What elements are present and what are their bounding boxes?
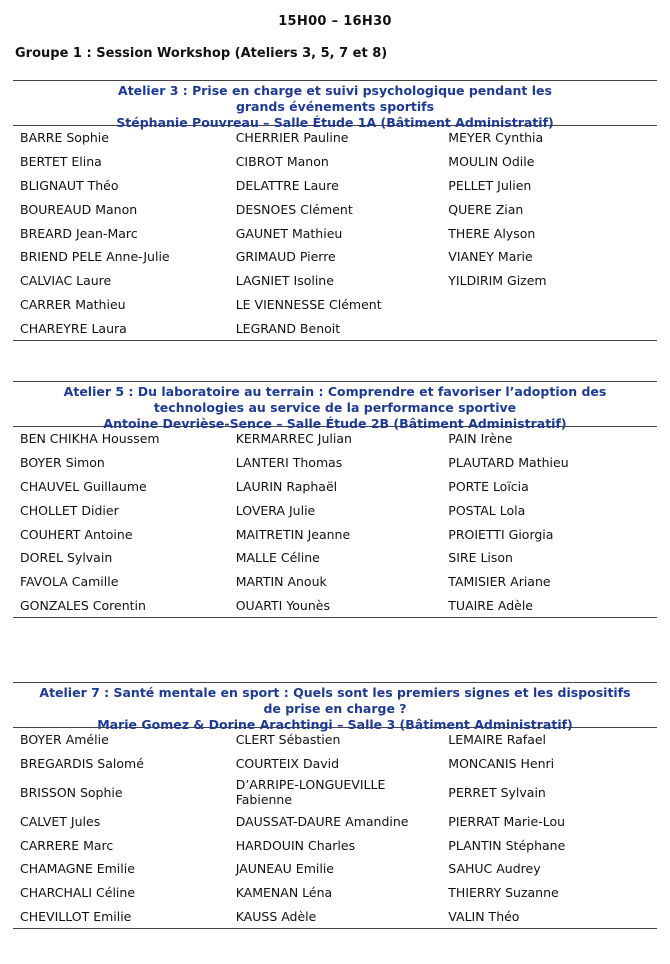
- participant-name: BRIEND PELE Anne-Julie: [20, 249, 170, 265]
- atelier-title-line-2: de prise en charge ?: [263, 701, 407, 716]
- atelier-3-block: [13, 80, 657, 341]
- participant-name: KAMENAN Léna: [235, 885, 333, 901]
- participant-row: [13, 809, 657, 833]
- participant-name: PLANTIN Stéphane: [448, 837, 566, 853]
- participant-row: [13, 221, 657, 245]
- atelier-title-line-1: Atelier 5 : Du laboratoire au terrain : Comprendre et favoriser l’adoption des: [63, 384, 607, 399]
- participant-name: CHEVILLOT Emilie: [20, 908, 132, 924]
- participant-name: DESNOES Clément: [235, 201, 353, 217]
- atelier-title-line-2: technologies au service de la performance sportive: [153, 400, 517, 415]
- participant-name: MOULIN Odile: [448, 154, 535, 170]
- participant-name: BREGARDIS Salomé: [20, 756, 144, 772]
- participant-name: CLERT Sébastien: [235, 732, 341, 748]
- participant-row: [13, 594, 657, 618]
- atelier-7-block: [13, 682, 657, 929]
- atelier-header: [13, 80, 657, 130]
- atelier-header: [13, 682, 657, 732]
- participant-name: BERTET Elina: [20, 154, 102, 170]
- participant-name: PORTE Loïcia: [448, 478, 529, 494]
- participant-name: MEYER Cynthia: [448, 130, 544, 146]
- participant-row: [13, 833, 657, 857]
- participant-name: TUAIRE Adèle: [448, 597, 533, 613]
- participant-name: GONZALES Corentin: [20, 597, 146, 613]
- participant-name: JAUNEAU Emilie: [235, 861, 334, 877]
- participants-table: [13, 427, 657, 618]
- participant-row: [13, 451, 657, 475]
- participant-name: MAITRETIN Jeanne: [235, 526, 351, 542]
- participant-name: THIERRY Suzanne: [448, 885, 559, 901]
- participant-name: LAURIN Raphaël: [235, 478, 338, 494]
- participant-row: [13, 905, 657, 929]
- participant-name: CIBROT Manon: [235, 154, 329, 170]
- participant-row: [13, 316, 657, 340]
- participant-name: BOUREAUD Manon: [20, 201, 138, 217]
- participant-row: [13, 150, 657, 174]
- participant-name: BARRE Sophie: [20, 130, 109, 146]
- participant-name: PAIN Irène: [448, 431, 513, 447]
- participant-name: LEGRAND Benoit: [235, 320, 341, 336]
- atelier-5-block: [13, 381, 657, 618]
- participant-name: YILDIRIM Gizem: [448, 273, 547, 289]
- participant-name: LE VIENNESSE Clément: [235, 296, 382, 312]
- participant-row: [13, 174, 657, 198]
- participant-name: BREARD Jean-Marc: [20, 225, 138, 241]
- participant-name: TAMISIER Ariane: [448, 574, 551, 590]
- participant-name: KAUSS Adèle: [235, 908, 317, 924]
- participants-grid: [13, 427, 657, 618]
- participant-name: BRISSON Sophie: [20, 784, 123, 800]
- participant-row: [13, 126, 657, 150]
- participant-name: DOREL Sylvain: [20, 550, 113, 566]
- participant-name: CHAREYRE Laura: [20, 320, 127, 336]
- participant-name: THERE Alyson: [448, 225, 536, 241]
- participant-name: BOYER Amélie: [20, 732, 109, 748]
- participant-name: CHAMAGNE Emilie: [20, 861, 135, 877]
- participant-name: FAVOLA Camille: [20, 574, 119, 590]
- participant-name: MARTIN Anouk: [235, 574, 327, 590]
- participant-name: KERMARREC Julian: [235, 431, 352, 447]
- participant-name: CHARCHALI Céline: [20, 885, 136, 901]
- participant-row: [13, 245, 657, 269]
- participant-name: POSTAL Lola: [448, 502, 526, 518]
- atelier-speaker-room: Antoine Devrièse-Sence – Salle Étude 2B (Bâtiment Administratif): [103, 416, 567, 431]
- participant-name: SIRE Lison: [448, 550, 513, 566]
- participant-name: CHERRIER Pauline: [235, 130, 349, 146]
- participant-name: VALIN Théo: [448, 908, 520, 924]
- participant-name: PELLET Julien: [448, 177, 532, 193]
- participant-name: BEN CHIKHA Houssem: [20, 431, 160, 447]
- participant-row: [13, 475, 657, 499]
- participant-name: VIANEY Marie: [448, 249, 533, 265]
- participants-table: [13, 126, 657, 341]
- atelier-title-line-1: Atelier 3 : Prise en charge et suivi psychologique pendant les: [118, 83, 552, 98]
- participant-row: [13, 776, 657, 810]
- participant-row: [13, 570, 657, 594]
- participant-name: [441, 293, 657, 317]
- participant-row: [13, 293, 657, 317]
- participant-name: [441, 316, 657, 340]
- participant-row: [13, 498, 657, 522]
- participants-grid: [13, 728, 657, 929]
- participants-grid: [13, 126, 657, 341]
- atelier-title-line-1: Atelier 7 : Santé mentale en sport : Quels sont les premiers signes et les dispositifs: [39, 685, 631, 700]
- participant-name: DELATTRE Laure: [235, 177, 339, 193]
- participants-table: [13, 728, 657, 929]
- atelier-title-line-2: grands événements sportifs: [235, 99, 435, 114]
- participant-name: MONCANIS Henri: [448, 756, 555, 772]
- participant-name: CARRER Mathieu: [20, 296, 126, 312]
- participant-name: CHAUVEL Guillaume: [20, 478, 147, 494]
- participant-name: CALVIAC Laure: [20, 273, 112, 289]
- participant-name: HARDOUIN Charles: [235, 837, 356, 853]
- participant-name: COURTEIX David: [235, 756, 340, 772]
- group-title: Groupe 1 : Session Workshop (Ateliers 3, 5, 7 et 8): [15, 46, 388, 61]
- participant-name: BOYER Simon: [20, 455, 105, 471]
- participant-row: [13, 546, 657, 570]
- participant-name: DAUSSAT-DAURE Amandine: [235, 813, 409, 829]
- participant-name: CHOLLET Didier: [20, 502, 119, 518]
- participant-name: CALVET Jules: [20, 813, 101, 829]
- participant-name: LANTERI Thomas: [235, 455, 343, 471]
- atelier-header: [13, 381, 657, 431]
- participant-name: GAUNET Mathieu: [235, 225, 343, 241]
- participant-row: [13, 269, 657, 293]
- participant-name: PLAUTARD Mathieu: [448, 455, 569, 471]
- participant-row: [13, 522, 657, 546]
- participant-row: [13, 752, 657, 776]
- participant-name: GRIMAUD Pierre: [235, 249, 336, 265]
- participant-row: [13, 857, 657, 881]
- participant-name: CARRERE Marc: [20, 837, 114, 853]
- participant-name: OUARTI Younès: [235, 597, 330, 613]
- session-time: 15H00 – 16H30: [278, 14, 392, 29]
- participant-name: PERRET Sylvain: [448, 784, 546, 800]
- participant-name: LOVERA Julie: [235, 502, 316, 518]
- participant-name: MALLE Céline: [235, 550, 320, 566]
- participant-name: PROIETTI Giorgia: [448, 526, 554, 542]
- participant-name: LEMAIRE Rafael: [448, 732, 547, 748]
- participant-name: BLIGNAUT Théo: [20, 177, 119, 193]
- participant-name: PIERRAT Marie-Lou: [448, 813, 566, 829]
- participant-name: D’ARRIPE-LONGUEVILLE Fabienne: [235, 777, 386, 808]
- participant-name: LAGNIET Isoline: [235, 273, 334, 289]
- participant-name: QUERE Zian: [448, 201, 524, 217]
- atelier-speaker-room: Marie Gomez & Dorine Arachtingi – Salle 3 (Bâtiment Administratif): [97, 717, 573, 732]
- participant-row: [13, 197, 657, 221]
- participant-row: [13, 881, 657, 905]
- participant-name: SAHUC Audrey: [448, 861, 541, 877]
- atelier-speaker-room: Stéphanie Pouvreau – Salle Étude 1A (Bâtiment Administratif): [116, 115, 554, 130]
- participant-name: COUHERT Antoine: [20, 526, 133, 542]
